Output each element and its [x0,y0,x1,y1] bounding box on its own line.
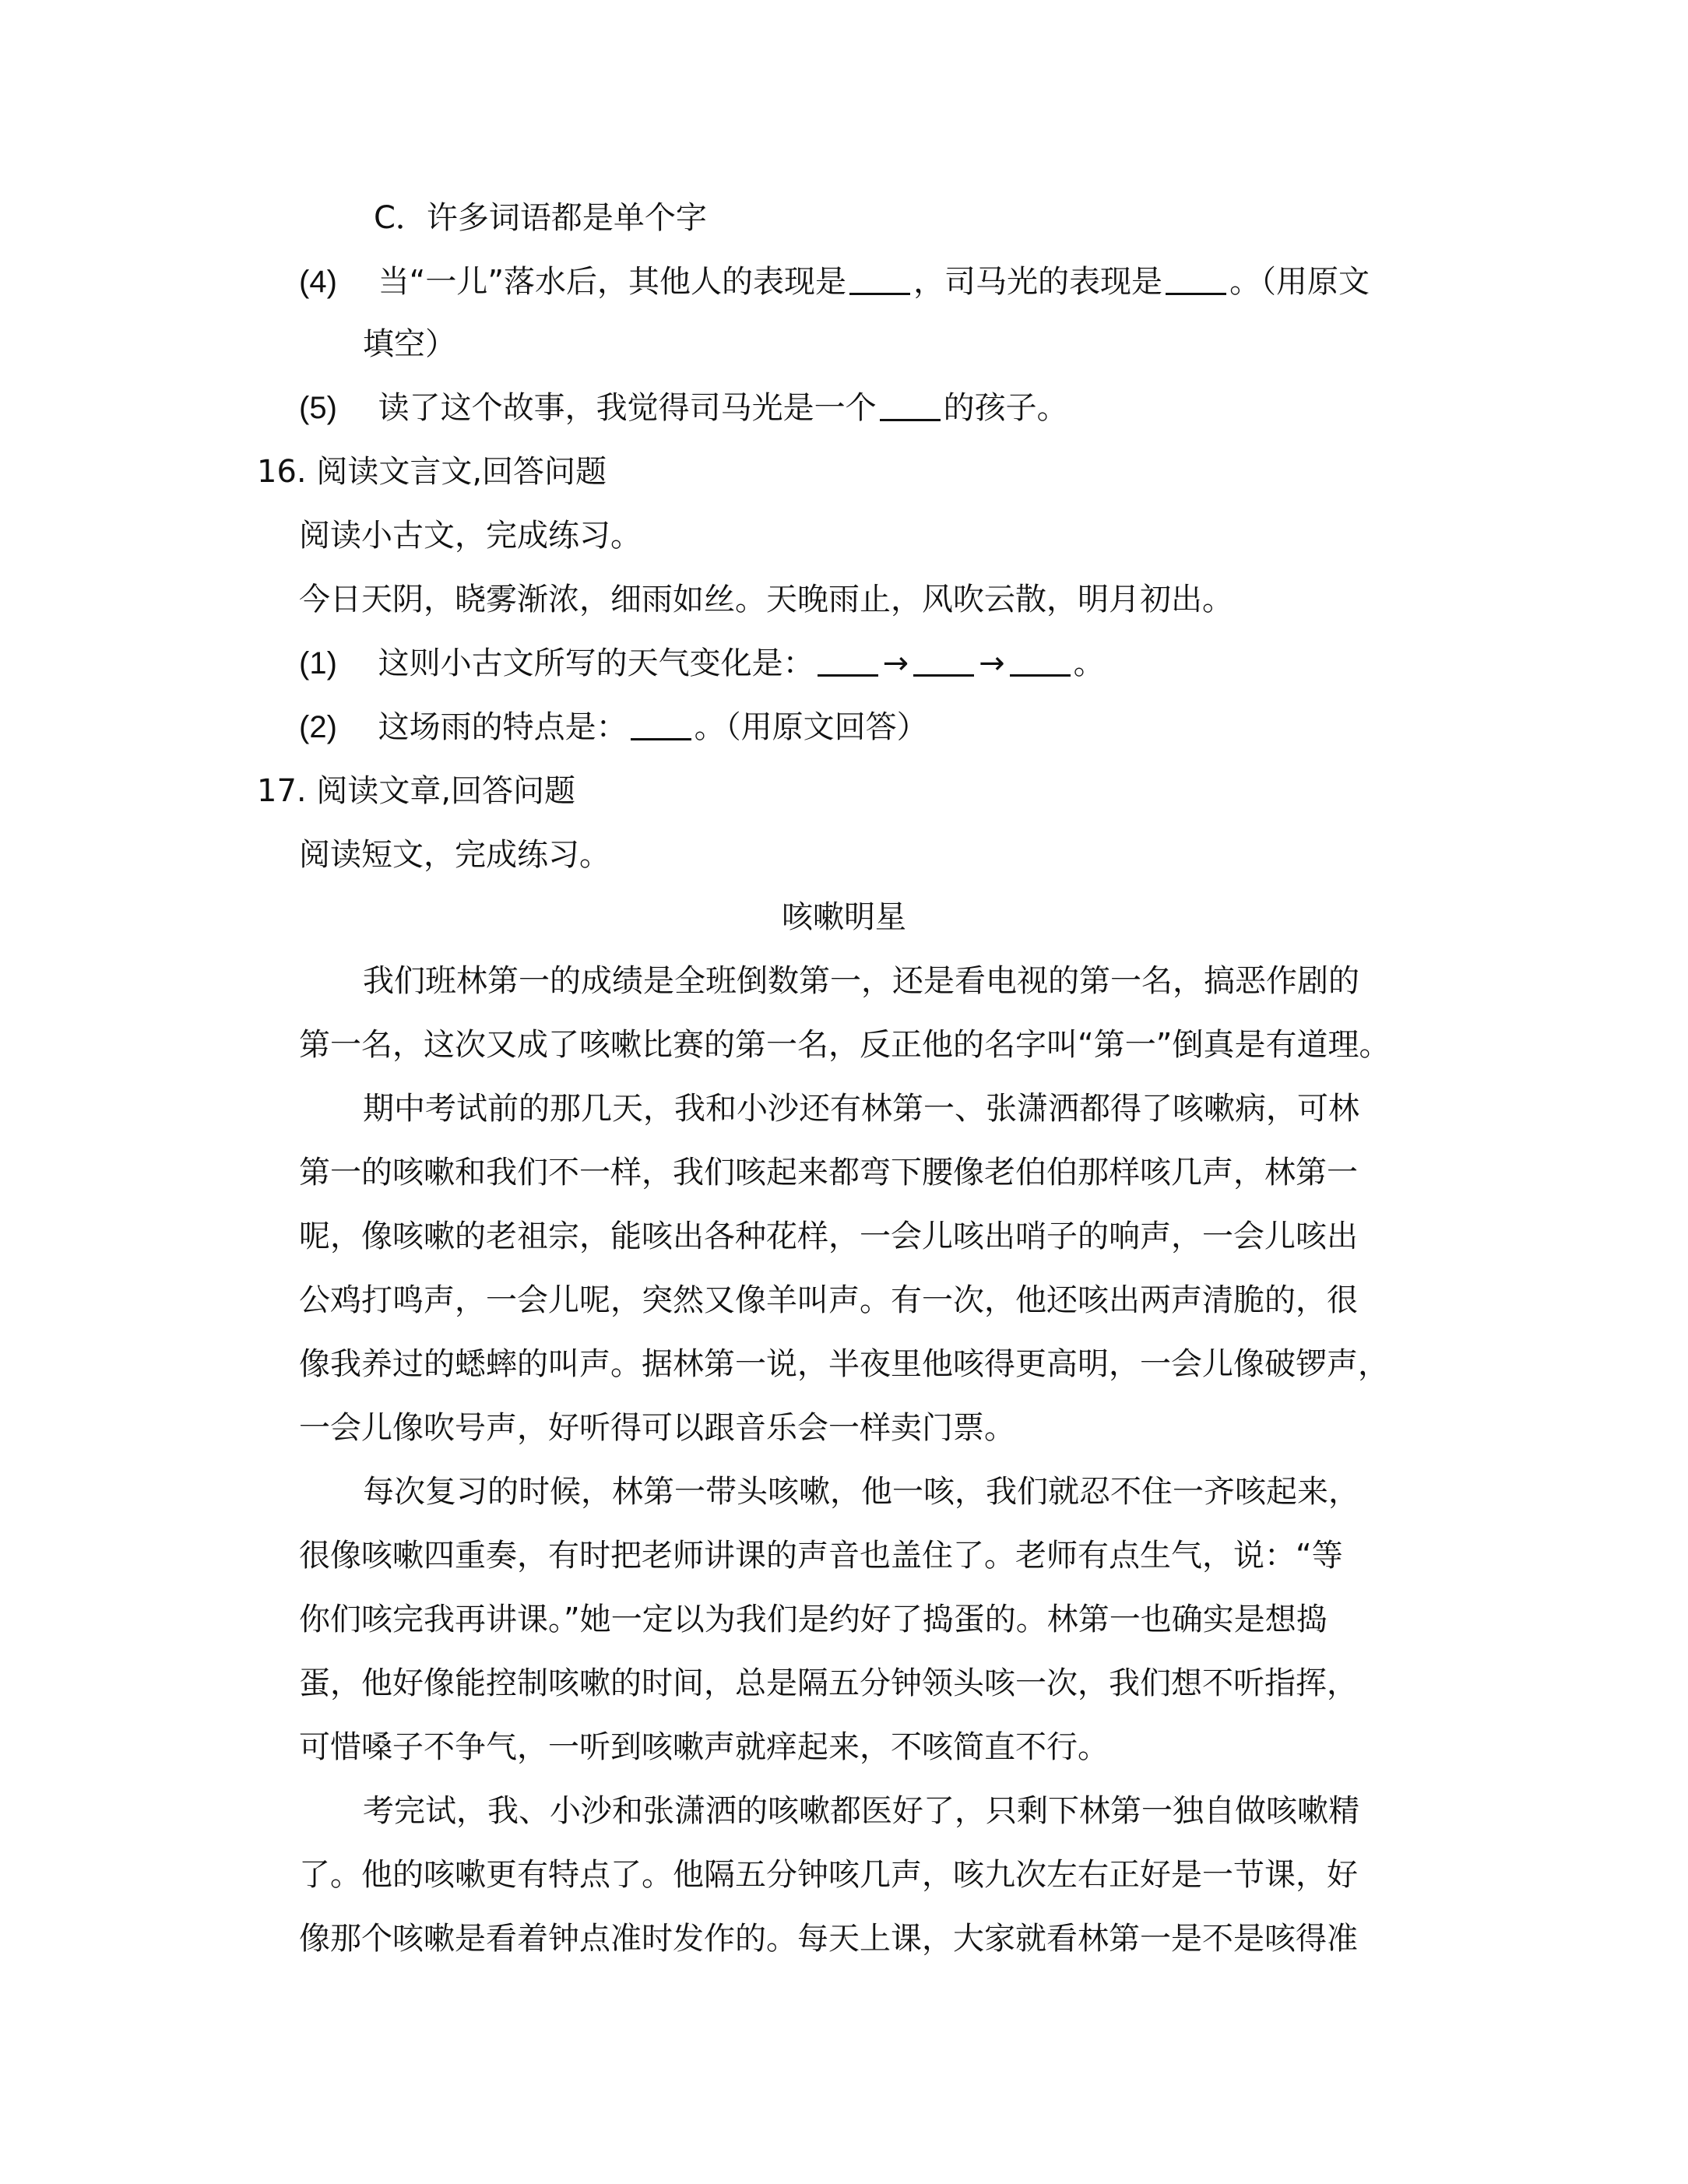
answer-blank[interactable] [880,388,941,421]
passage-line: 你们咳完我再讲课。”她一定以为我们是约好了捣蛋的。林第一也确实是想捣 [299,1602,1328,1637]
arrow-right-icon: → [979,645,1005,681]
question-16-sub-2 [299,705,928,749]
passage-line: 蛋，他好像能控制咳嗽的时间，总是隔五分钟领头咳一次，我们想不听指挥， [299,1665,1358,1701]
passage-line: 像我养过的蟋蟀的叫声。据林第一说，半夜里他咳得更高明，一会儿像破锣声， [299,1346,1389,1382]
question-17-intro: 阅读短文，完成练习。 [299,837,610,873]
passage-line: 可惜嗓子不争气，一听到咳嗽声就痒起来，不咳简直不行。 [299,1729,1109,1765]
passage-line: 公鸡打鸣声，一会儿呢，突然又像羊叫声。有一次，他还咳出两声清脆的，很 [299,1282,1358,1318]
passage-line: 了。他的咳嗽更有特点了。他隔五分钟咳几声，咳九次左右正好是一节课，好 [299,1857,1358,1893]
sub-question-5 [299,386,1068,430]
sub-question-number: (4) [299,265,337,299]
sub-question-text: 这场雨的特点是： [378,709,628,745]
answer-blank[interactable] [1166,262,1226,295]
sub-question-text: 当“一儿”落水后，其他人的表现是 [378,264,847,300]
sub-question-text: ，司马光的表现是 [913,264,1163,300]
passage-line: 呢，像咳嗽的老祖宗，能咳出各种花样，一会儿咳出哨子的响声，一会儿咳出 [299,1219,1358,1254]
answer-blank[interactable] [913,643,974,677]
sub-question-number: (2) [299,710,337,744]
question-16-passage: 今日天阴，晓雾渐浓，细雨如丝。天晚雨止，风吹云散，明月初出。 [299,582,1233,617]
answer-blank[interactable] [631,707,691,740]
question-16-intro: 阅读小古文，完成练习。 [299,518,642,554]
sub-question-number: (5) [299,391,337,425]
sub-question-text: 。（用原文 [1229,264,1370,300]
passage-line: 我们班林第一的成绩是全班倒数第一，还是看电视的第一名，搞恶作剧的 [363,963,1359,999]
sub-question-number: (1) [299,646,337,681]
sub-question-4-continuation: 填空） [363,326,456,362]
passage-line: 每次复习的时候，林第一带头咳嗽，他一咳，我们就忍不住一齐咳起来， [363,1474,1359,1510]
sub-question-text: 读了这个故事，我觉得司马光是一个 [378,390,877,426]
question-16-sub-1 [299,642,1105,685]
question-16-heading: 16. 阅读文言文,回答问题 [257,454,607,490]
sub-question-text: 的孩子。 [943,390,1068,426]
passage-line: 期中考试前的那几天，我和小沙还有林第一、张潇洒都得了咳嗽病，可林 [363,1091,1359,1127]
answer-blank[interactable] [818,643,878,677]
answer-blank[interactable] [849,262,910,295]
sub-question-text: 这则小古文所写的天气变化是： [378,645,814,681]
question-17-heading: 17. 阅读文章,回答问题 [257,773,576,809]
passage-line: 像那个咳嗽是看着钟点准时发作的。每天上课，大家就看林第一是不是咳得准 [299,1921,1358,1957]
arrow-right-icon: → [882,645,909,681]
passage-line: 第一名，这次又成了咳嗽比赛的第一名，反正他的名字叫“第一”倒真是有道理。 [299,1027,1391,1063]
passage-line: 第一的咳嗽和我们不一样，我们咳起来都弯下腰像老伯伯那样咳几声，林第一 [299,1155,1358,1190]
answer-blank[interactable] [1010,643,1071,677]
option-c: C．许多词语都是单个字 [374,200,707,236]
passage-line: 很像咳嗽四重奏，有时把老师讲课的声音也盖住了。老师有点生气，说：“等 [299,1538,1343,1574]
sub-question-text: 。 [1073,645,1105,681]
passage-title: 咳嗽明星 [782,899,906,935]
passage-line: 一会儿像吹号声，好听得可以跟音乐会一样卖门票。 [299,1410,1015,1446]
passage-line: 考完试，我、小沙和张潇洒的咳嗽都医好了，只剩下林第一独自做咳嗽精 [363,1793,1359,1829]
sub-question-text: 。（用原文回答） [694,709,928,745]
sub-question-4 [299,260,1370,304]
